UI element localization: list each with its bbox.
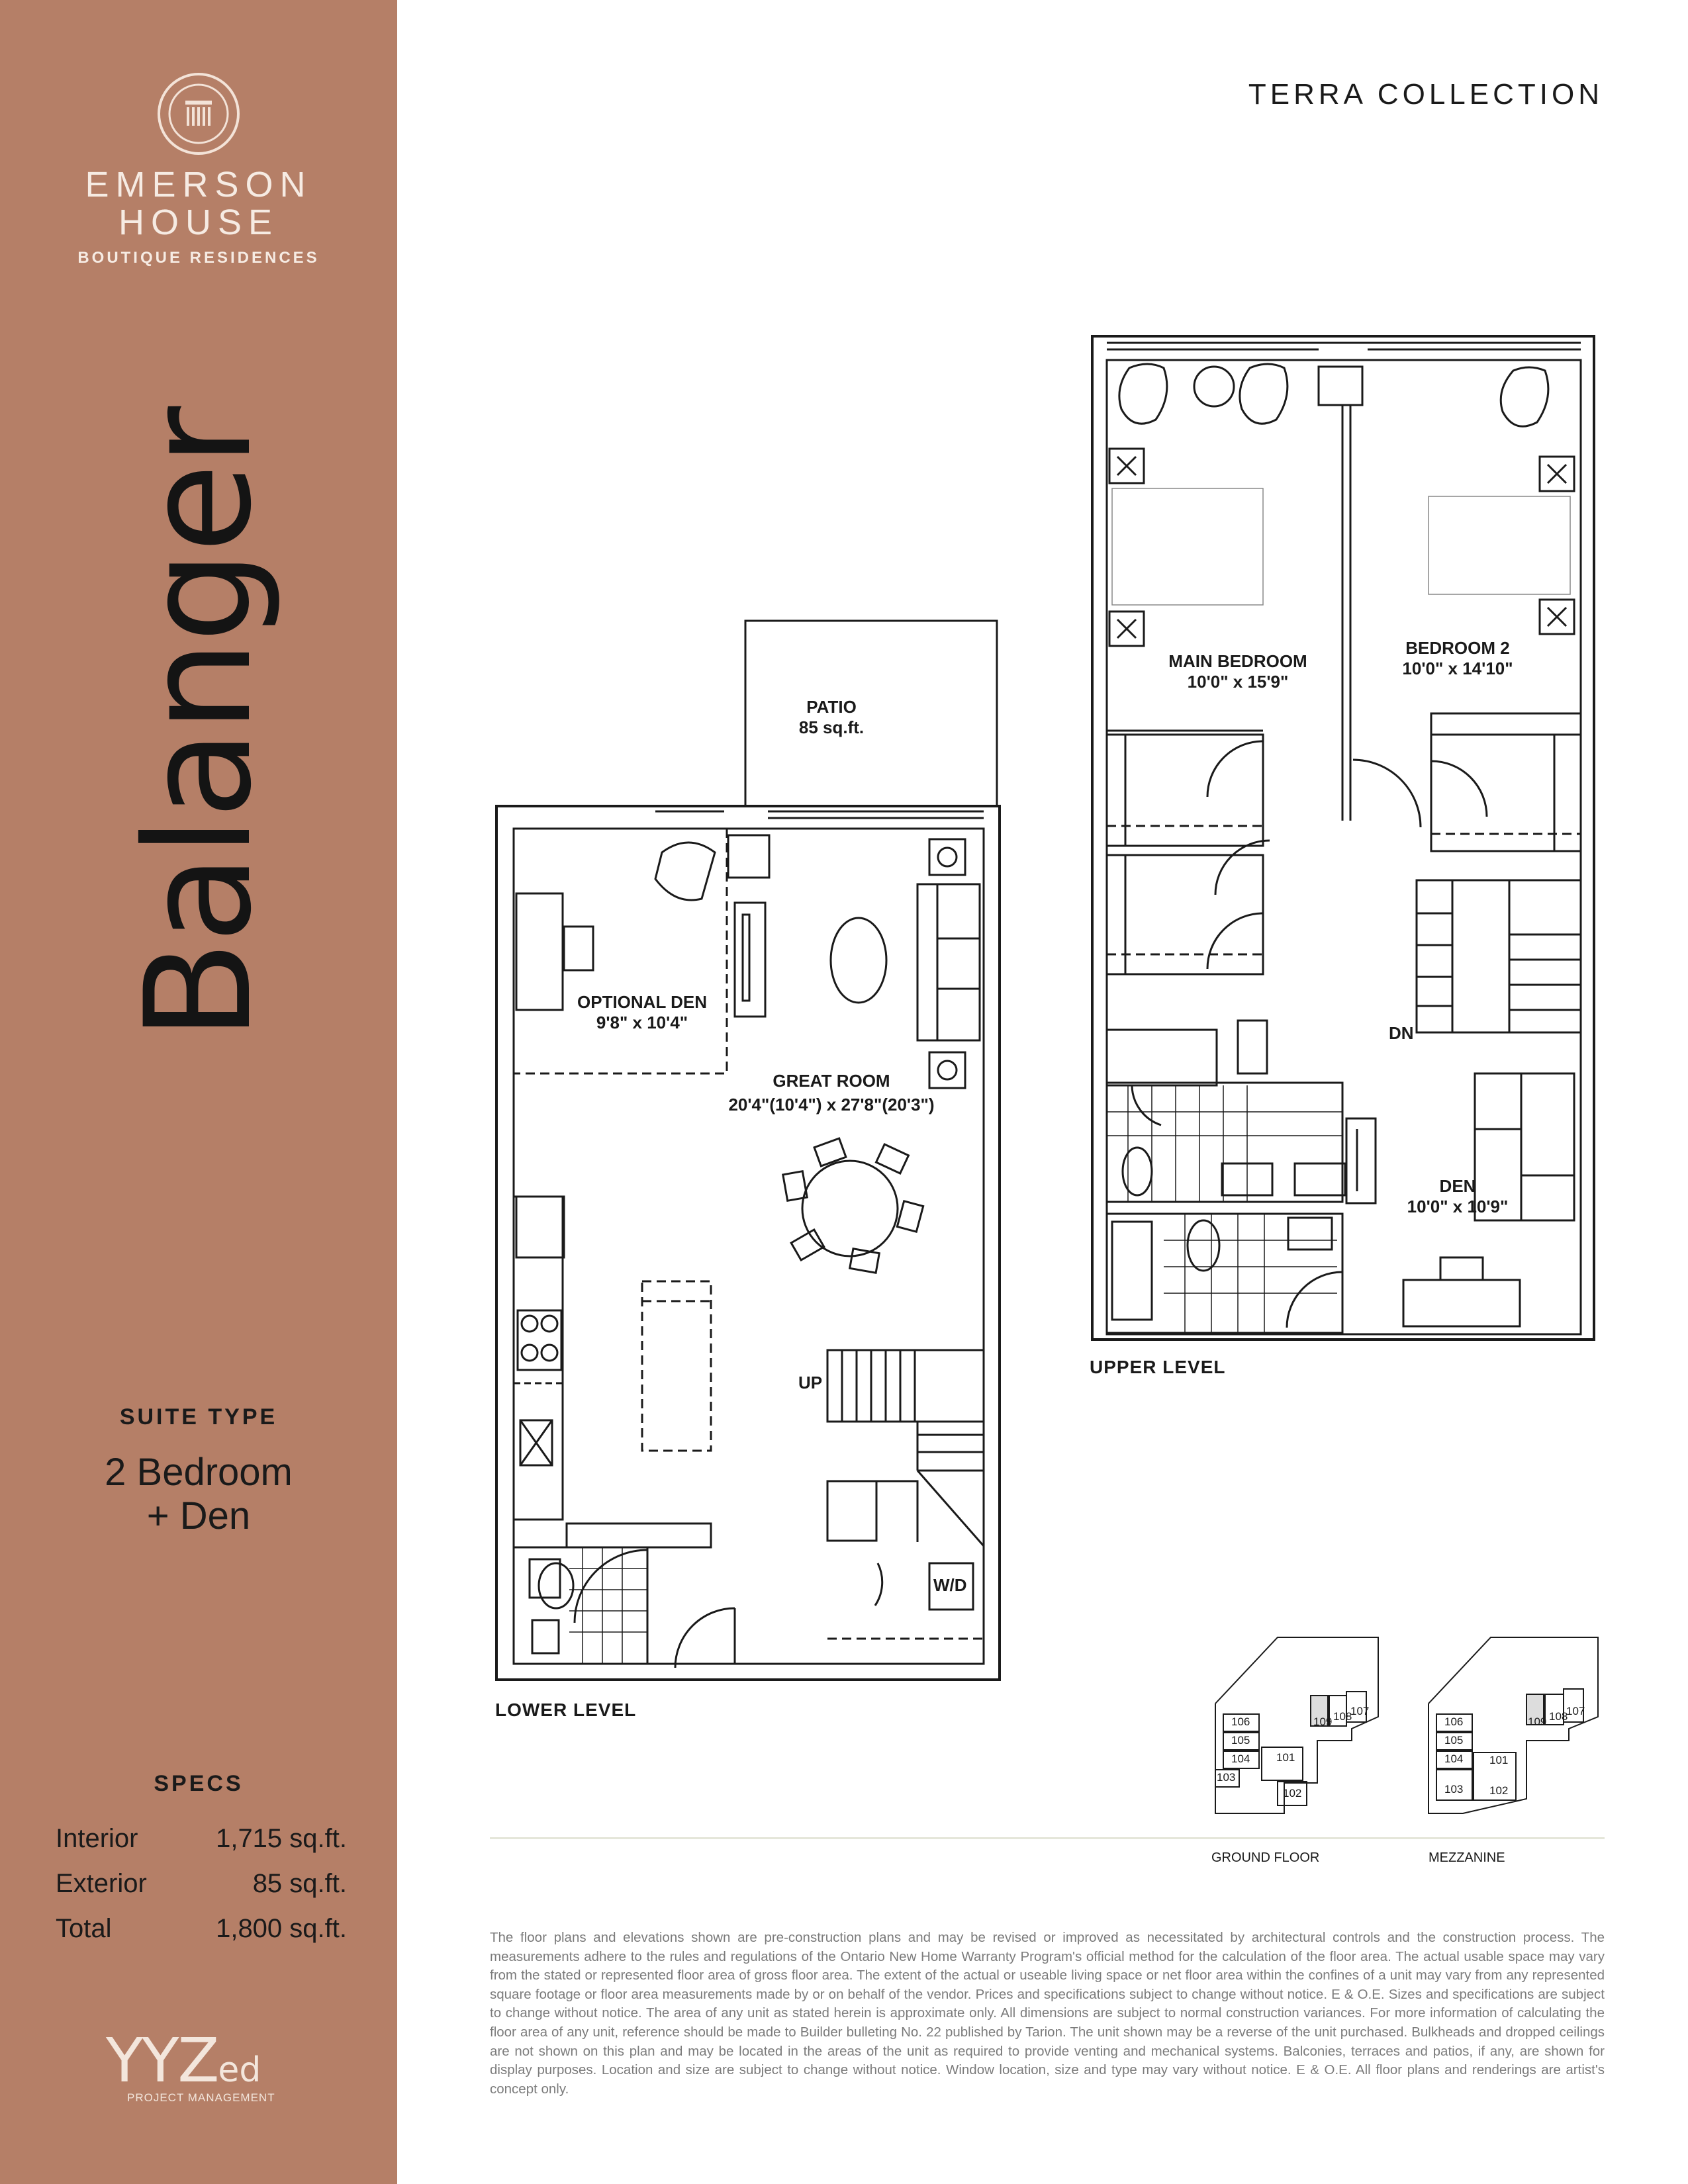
disclaimer-text: The floor plans and elevations shown are pre-construction plans and may be revised or improved as necessitated by architectural controls and the construction process. The measurements adhere to the rules and regulations of the Ontario New Home Warranty Program's official method for the calculation of the floor area. The actual usable space may vary from the stated or represented floor area of gross floor area. The extent of the actual or useable living space or net floor area within the confines of a unit may vary from any represented square footage or floor area measurements made by or on behalf of the vendor. Prices and specifications subject to change without notice. E & O.E. Sizes and specifications are subject to change without notice. The area of any unit as stated herein is approximate only. All dimensions are subject to normal construction variances. For more information of calculating the floor area of any unit, reference should be made to Builder bulleting No. 22 published by Tarion. The unit shown may be a reverse of the unit purchased. Bulkheads and dropped ceilings are not shown on this plan and may be located in the areas of the unit as required to provide venting and mechanical systems. Balconies, terraces and patios, if any, are shown for display purposes. Location and size are subject to change without notice. Window location, size and type may vary without notice. E & O.E. All floor plans and renderings are artist's concept only.	[490, 1930, 1605, 2097]
bedroom-2-label	[1402, 638, 1513, 679]
key-unit: 109	[1528, 1715, 1547, 1728]
suite-type-line2: + Den	[146, 1494, 251, 1537]
upper-level-plan	[1092, 336, 1594, 1340]
den-name: DEN	[1439, 1176, 1476, 1196]
spec-value: 85 sq.ft.	[252, 1869, 347, 1898]
patio-name: PATIO	[806, 697, 857, 717]
lower-exterior-wall	[496, 806, 1000, 1680]
key-unit: 108	[1549, 1710, 1568, 1723]
key-unit: 109	[1313, 1715, 1333, 1728]
suite-type-line1: 2 Bedroom	[105, 1451, 293, 1494]
dn-stair-label: DN	[1389, 1023, 1414, 1043]
key-plan-mezzanine-label: MEZZANINE	[1429, 1850, 1505, 1865]
lower-level-plan	[496, 621, 1000, 1680]
great-room-label	[728, 1069, 934, 1116]
collection-title: TERRA COLLECTION	[1248, 78, 1603, 111]
specs-label: SPECS	[154, 1771, 244, 1796]
main-bedroom-label	[1168, 651, 1307, 692]
patio-outline	[745, 621, 997, 806]
bedroom-2-size: 10'0" x 14'10"	[1402, 659, 1513, 678]
great-room-name: GREAT ROOM	[773, 1071, 890, 1091]
main-bedroom-size: 10'0" x 15'9"	[1187, 672, 1289, 692]
patio-size: 85 sq.ft.	[798, 717, 865, 737]
suite-name: Balanger	[114, 408, 283, 1041]
great-room-size: 20'4"(10'4") x 27'8"(20'3")	[728, 1095, 935, 1115]
key-unit: 107	[1566, 1705, 1585, 1717]
key-unit: 103	[1444, 1783, 1464, 1796]
key-unit: 104	[1231, 1752, 1250, 1765]
developer-logo-text: YYZ	[106, 2025, 218, 2096]
key-plan-ground-floor-label: GROUND FLOOR	[1211, 1850, 1320, 1865]
key-unit: 108	[1333, 1710, 1352, 1723]
key-unit: 102	[1489, 1784, 1509, 1797]
optional-den-label	[577, 992, 707, 1033]
footer-divider	[490, 1837, 1605, 1839]
optional-den-size: 9'8" x 10'4"	[596, 1013, 688, 1032]
brand-name-line2: HOUSE	[118, 203, 279, 242]
suite-type-label: SUITE TYPE	[119, 1404, 278, 1430]
patio-label	[799, 697, 864, 738]
spec-name: Interior	[56, 1824, 138, 1853]
key-unit: 106	[1444, 1715, 1464, 1728]
key-unit: 101	[1276, 1751, 1295, 1764]
key-unit: 105	[1444, 1734, 1464, 1747]
main-bedroom-name: MAIN BEDROOM	[1168, 651, 1307, 671]
spec-name: Total	[56, 1914, 112, 1943]
bedroom-2-name: BEDROOM 2	[1405, 638, 1510, 658]
optional-den-name: OPTIONAL DEN	[577, 992, 707, 1012]
key-unit: 103	[1217, 1771, 1236, 1784]
key-unit: 106	[1231, 1715, 1250, 1728]
developer-logo-subtitle: PROJECT MANAGEMENT	[127, 2091, 275, 2104]
key-unit: 104	[1444, 1752, 1464, 1765]
brand-tagline: BOUTIQUE RESIDENCES	[77, 249, 320, 267]
brand-name-line1: EMERSON	[85, 165, 312, 205]
spec-name: Exterior	[56, 1869, 147, 1898]
den-size: 10'0" x 10'9"	[1407, 1197, 1509, 1216]
key-unit: 102	[1283, 1787, 1302, 1799]
developer-logo-suffix: ed	[218, 2050, 261, 2090]
upper-level-label: UPPER LEVEL	[1090, 1357, 1226, 1377]
lower-level-label: LOWER LEVEL	[495, 1700, 637, 1720]
key-unit: 101	[1489, 1754, 1509, 1766]
up-stair-label: UP	[798, 1373, 823, 1392]
spec-value: 1,715 sq.ft.	[216, 1824, 347, 1853]
laundry-label: W/D	[933, 1575, 967, 1595]
den-label	[1407, 1176, 1509, 1217]
spec-value: 1,800 sq.ft.	[216, 1914, 347, 1943]
key-unit: 107	[1350, 1705, 1370, 1717]
key-unit: 105	[1231, 1734, 1250, 1747]
